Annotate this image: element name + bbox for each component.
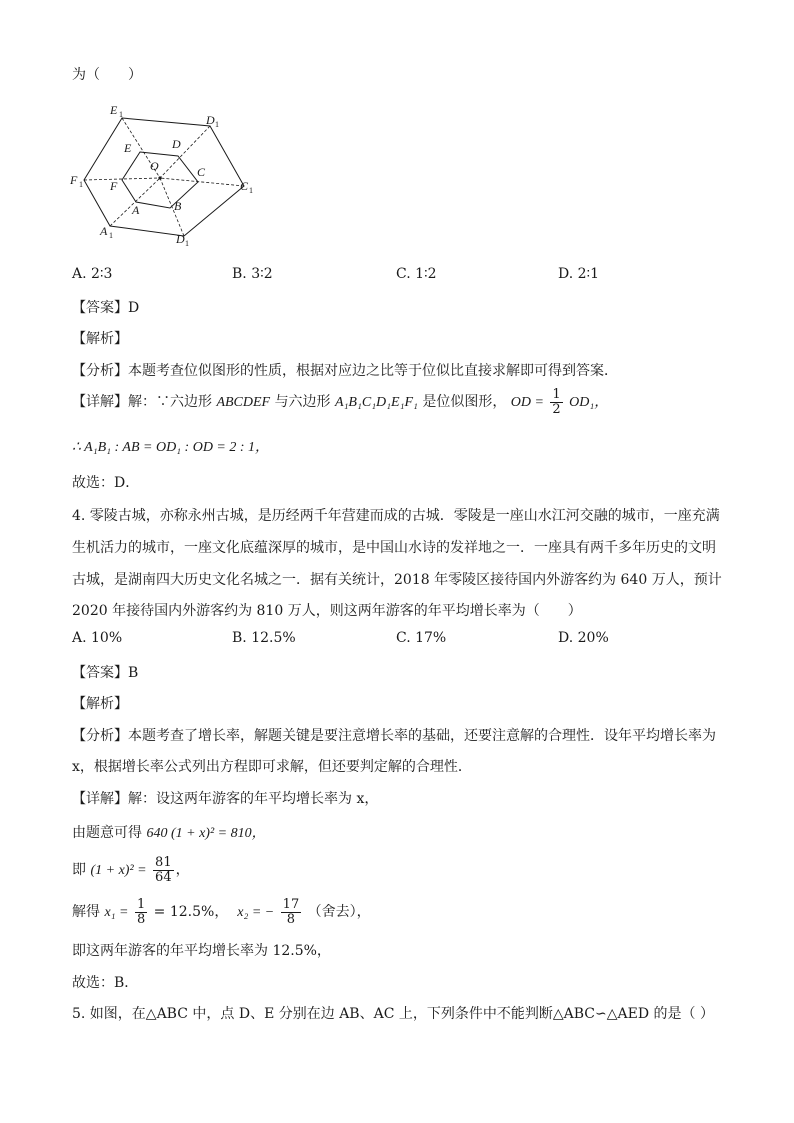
q3-conclusion: 故选：D．	[72, 475, 140, 491]
inner-hexagon	[122, 152, 198, 208]
svg-text:1: 1	[185, 239, 189, 248]
svg-text:D: D	[172, 137, 181, 151]
q4-jiexi-heading: 【解析】	[72, 696, 128, 712]
svg-text:1: 1	[215, 120, 219, 129]
q4-stem-line-4: 2020 年接待国内外游客约为 810 万人，则这两年游客的年平均增长率为（ ）	[72, 603, 582, 619]
q4-option-c: C. 17%	[396, 630, 447, 646]
q4-fenxi-line-2: x，根据增长率公式列出方程即可求解，但还要判定解的合理性．	[72, 759, 472, 775]
svg-text:C: C	[240, 179, 249, 193]
hexagon-figure	[66, 98, 266, 248]
q4-detail-line-5: 即这两年游客的年平均增长率为 12.5%，	[72, 943, 331, 959]
q4-detail-line-1: 【详解】解：设这两年游客的年平均增长率为 x，	[72, 791, 379, 807]
svg-text:B: B	[174, 199, 182, 213]
q4-detail-line-3: 即 (1 + x)² = $\frac{81}{64}$ ，	[72, 855, 190, 885]
q4-answer: 【答案】B	[72, 665, 139, 681]
q4-option-a: A. 10%	[72, 630, 123, 646]
q4-stem-line-2: 生机活力的城市，一座文化底蕴深厚的城市，是中国山水诗的发祥地之一．一座具有两千多年历史的文明	[72, 540, 716, 556]
svg-text:1: 1	[109, 231, 113, 240]
svg-text:D: D	[206, 113, 215, 127]
svg-text:1: 1	[249, 186, 253, 195]
q3-option-d: D. 2∶1	[558, 266, 600, 282]
q5-stem-line-1: 5. 如图，在△ABC 中，点 D、E 分别在边 AB、AC 上，下列条件中不能判断△ABC∽△AED 的是（ ）	[72, 1006, 714, 1022]
svg-text:F: F	[70, 173, 78, 187]
svg-text:C: C	[197, 165, 206, 179]
q4-detail-line-2: 由题意可得 640 (1 + x)² = 810，	[72, 825, 266, 841]
q3-detail-line-2: ∴ A₁B₁ : AB = OD₁ : OD = 2 : 1，	[72, 440, 270, 455]
q4-option-b: B. 12.5%	[232, 630, 296, 646]
svg-text:D: D	[176, 232, 185, 246]
svg-text:E: E	[110, 103, 118, 117]
q3-fenxi: 【分析】本题考查位似图形的性质，根据对应边之比等于位似比直接求解即可得到答案．	[72, 363, 618, 379]
q4-fenxi-line-1: 【分析】本题考查了增长率，解题关键是要注意增长率的基础，还要注意解的合理性．设年平均增长率为	[72, 728, 716, 744]
q4-conclusion: 故选：B．	[72, 975, 139, 991]
svg-text:E: E	[124, 141, 132, 155]
q3-detail-line-1: 【详解】解：∵六边形 ABCDEF 与六边形 A₁B₁C₁D₁E₁F₁ 是位似图形， OD = $\frac{1}{2}$ OD₁，	[72, 387, 609, 417]
svg-text:O: O	[150, 159, 159, 173]
q4-stem-line-1: 4. 零陵古城，亦称永州古城，是历经两千年营建而成的古城．零陵是一座山水江河交融的城市，一座充满	[72, 508, 720, 524]
q3-option-a: A. 2∶3	[72, 266, 113, 282]
q4-stem-line-3: 古城，是湖南四大历史文化名城之一．据有关统计，2018 年零陵区接待国内外游客约为 640 万人，预计	[72, 572, 722, 588]
svg-text:F: F	[110, 179, 118, 193]
q3-jiexi-heading: 【解析】	[72, 331, 128, 347]
svg-text:A: A	[132, 203, 140, 217]
q4-option-d: D. 20%	[558, 630, 609, 646]
q3-stem-tail: 为（ ）	[72, 67, 142, 83]
svg-text:A: A	[100, 224, 108, 238]
svg-text:1: 1	[79, 180, 83, 189]
q3-answer: 【答案】D	[72, 300, 140, 316]
q3-option-b: B. 3∶2	[232, 266, 273, 282]
svg-text:1: 1	[119, 110, 123, 119]
q3-option-c: C. 1∶2	[396, 266, 437, 282]
outer-hexagon	[84, 118, 244, 236]
q4-detail-line-4: 解得 x₁ = $\frac{1}{8}$ = 12.5%， x₂ = − $\frac{17}{8}$ （舍去），	[72, 897, 371, 927]
